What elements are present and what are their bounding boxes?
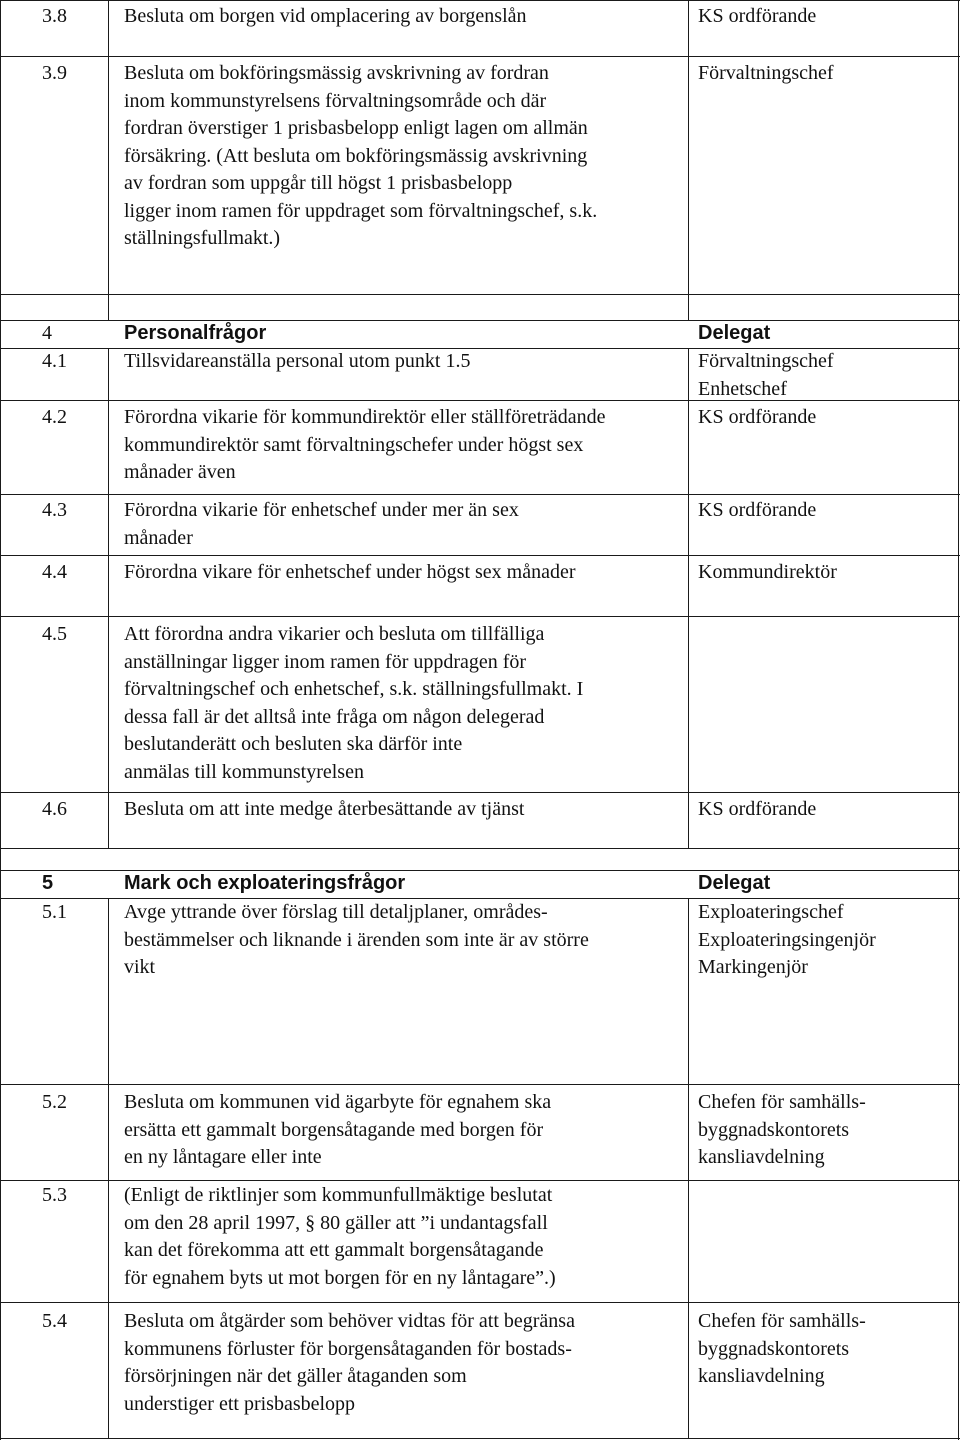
- row-description: [124, 1308, 575, 1418]
- section-delegate-header: Delegat: [698, 872, 771, 894]
- delegate-line: Kommundirektör: [698, 561, 837, 583]
- row-description: [124, 404, 606, 487]
- row-description: [124, 60, 597, 253]
- description-line: försäkring. (Att besluta om bokföringsmässig avskrivning: [124, 144, 588, 167]
- description-line: Förordna vikare för enhetschef under högst sex månader: [124, 561, 576, 583]
- section-number: 4: [42, 322, 52, 344]
- description-line: försörjningen när det gäller åtaganden som: [124, 1365, 467, 1387]
- delegate-line: Förvaltningschef: [698, 350, 834, 372]
- delegate-line: Exploateringsingenjör: [698, 928, 876, 951]
- description-line: Besluta om kommunen vid ägarbyte för egnahem ska: [124, 1091, 552, 1113]
- row-number: 4.6: [42, 798, 67, 820]
- row-delegate: [698, 497, 816, 525]
- description-line: Att förordna andra vikarier och besluta om tillfälliga: [124, 623, 545, 645]
- description-line: understiger ett prisbasbelopp: [124, 1392, 356, 1415]
- row-number: 4.1: [42, 350, 67, 372]
- row-description: [124, 1182, 556, 1292]
- description-line: Förordna vikarie för kommundirektör eller ställföreträdande: [124, 406, 606, 428]
- row-description: [124, 3, 527, 31]
- row-number: 3.8: [42, 5, 67, 27]
- description-line: kommunens förluster för borgensåtaganden för bostads-: [124, 1337, 572, 1360]
- delegate-line: kansliavdelning: [698, 1365, 825, 1387]
- row-delegate: [698, 348, 834, 403]
- row-description: [124, 621, 583, 786]
- description-line: Besluta om borgen vid omplacering av borgenslån: [124, 5, 527, 27]
- delegate-line: Exploateringschef: [698, 901, 844, 923]
- description-line: förvaltningschef och enhetschef, s.k. ställningsfullmakt. I: [124, 678, 584, 700]
- row-number: 4.2: [42, 406, 67, 428]
- delegate-line: Markingenjör: [698, 956, 808, 978]
- row-description: [124, 559, 576, 587]
- delegate-line: KS ordförande: [698, 499, 817, 521]
- row-number: 4.5: [42, 623, 67, 645]
- description-line: inom kommunstyrelsens förvaltningsområde och där: [124, 89, 547, 112]
- description-line: kan det förekomma att ett gammalt borgensåtagande: [124, 1239, 544, 1261]
- delegate-line: kansliavdelning: [698, 1146, 825, 1168]
- description-line: månader: [124, 526, 193, 549]
- description-line: anmälas till kommunstyrelsen: [124, 760, 364, 783]
- section-title: Personalfrågor: [124, 322, 267, 344]
- row-number: 5.2: [42, 1091, 67, 1113]
- row-number: 3.9: [42, 62, 67, 84]
- row-delegate: [698, 796, 816, 824]
- description-line: beslutanderätt och besluten ska därför inte: [124, 733, 463, 755]
- description-line: dessa fall är det alltså inte fråga om någon delegerad: [124, 705, 545, 728]
- row-delegate: [698, 60, 834, 88]
- row-delegate: [698, 1089, 866, 1172]
- description-line: månader även: [124, 461, 236, 483]
- row-number: 4.3: [42, 499, 67, 521]
- row-description: [124, 497, 519, 552]
- delegate-line: byggnadskontorets: [698, 1118, 850, 1141]
- description-line: om den 28 april 1997, § 80 gäller att ”i undantagsfall: [124, 1211, 548, 1234]
- description-line: vikt: [124, 956, 156, 978]
- row-delegate: [698, 899, 876, 982]
- section-title: Mark och exploateringsfrågor: [124, 872, 406, 894]
- description-line: anställningar ligger inom ramen för uppdragen för: [124, 650, 527, 673]
- row-delegate: [698, 1308, 866, 1391]
- description-line: (Enligt de riktlinjer som kommunfullmäktige beslutat: [124, 1184, 553, 1206]
- row-delegate: [698, 3, 816, 31]
- description-line: Avge yttrande över förslag till detaljplaner, områdes-: [124, 901, 548, 923]
- row-number: 5.4: [42, 1310, 67, 1332]
- description-line: ställningsfullmakt.): [124, 227, 281, 249]
- description-line: ligger inom ramen för uppdraget som förvaltningschef, s.k.: [124, 199, 598, 222]
- section-delegate-header: Delegat: [698, 322, 771, 344]
- description-line: Förordna vikarie för enhetschef under mer än sex: [124, 499, 519, 521]
- row-delegate: [698, 404, 816, 432]
- row-number: 5.3: [42, 1184, 67, 1206]
- row-number: 4.4: [42, 561, 67, 583]
- row-description: [124, 796, 524, 824]
- row-number: 5.1: [42, 901, 67, 923]
- row-description: [124, 1089, 551, 1172]
- delegate-line: Förvaltningschef: [698, 62, 834, 84]
- row-description: [124, 348, 470, 376]
- description-line: fordran överstiger 1 prisbasbelopp enligt lagen om allmän: [124, 117, 588, 139]
- description-line: Besluta om åtgärder som behöver vidtas för att begränsa: [124, 1310, 575, 1332]
- delegate-line: KS ordförande: [698, 406, 817, 428]
- description-line: Besluta om att inte medge återbesättande av tjänst: [124, 798, 525, 820]
- delegate-line: KS ordförande: [698, 5, 817, 27]
- delegate-line: Enhetschef: [698, 377, 787, 400]
- delegate-line: KS ordförande: [698, 798, 817, 820]
- description-line: av fordran som uppgår till högst 1 prisbasbelopp: [124, 172, 513, 194]
- description-line: Tillsvidareanställa personal utom punkt 1.5: [124, 350, 471, 372]
- delegate-line: Chefen för samhälls-: [698, 1310, 866, 1332]
- row-delegate: [698, 559, 837, 587]
- description-line: en ny låntagare eller inte: [124, 1146, 322, 1168]
- description-line: bestämmelser och liknande i ärenden som inte är av större: [124, 928, 589, 951]
- description-line: kommundirektör samt förvaltningschefer under högst sex: [124, 433, 584, 456]
- description-line: Besluta om bokföringsmässig avskrivning av fordran: [124, 62, 549, 84]
- delegate-line: Chefen för samhälls-: [698, 1091, 866, 1113]
- description-line: ersätta ett gammalt borgensåtagande med borgen för: [124, 1118, 544, 1141]
- delegate-line: byggnadskontorets: [698, 1337, 850, 1360]
- section-number: 5: [42, 872, 54, 894]
- description-line: för egnahem byts ut mot borgen för en ny låntagare”.): [124, 1266, 556, 1289]
- row-description: [124, 899, 589, 982]
